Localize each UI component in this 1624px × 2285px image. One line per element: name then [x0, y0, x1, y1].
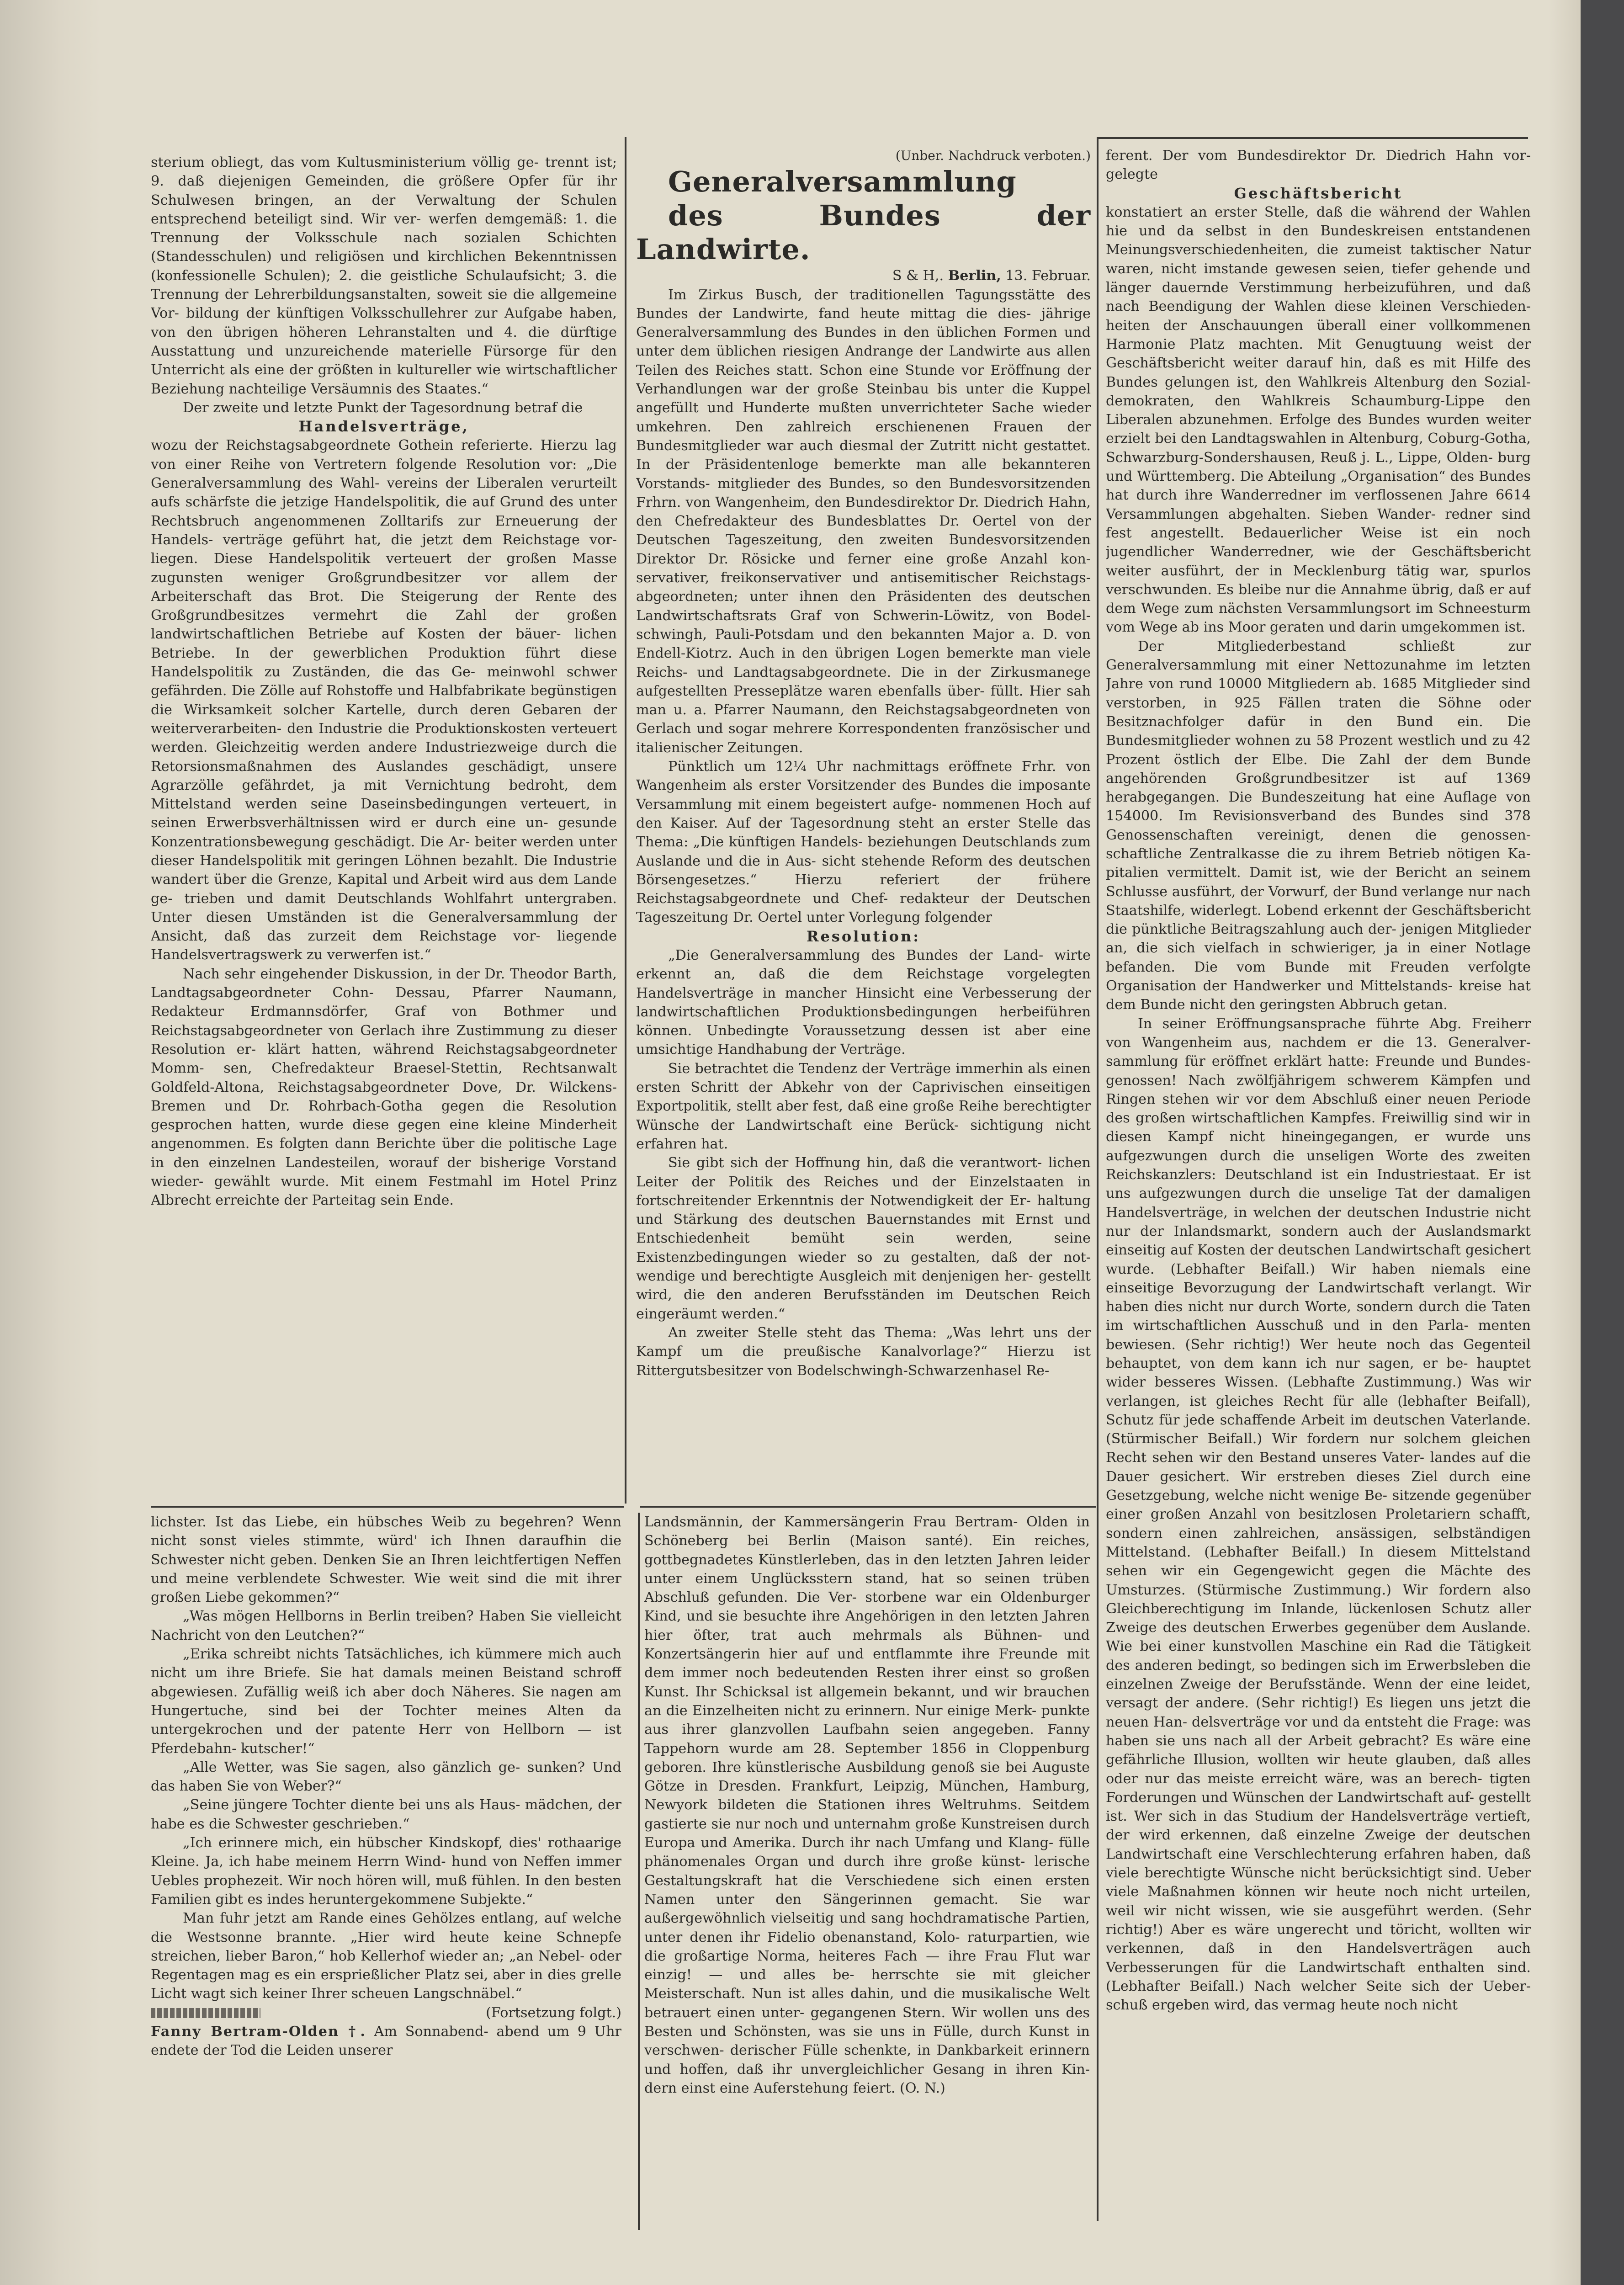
- obituary-text: Am Sonnabend- abend um 9 Uhr endete der Tod die Leiden unserer: [151, 2024, 621, 2059]
- obituary-name: Fanny Bertram-Olden †.: [151, 2024, 366, 2040]
- report-paragraph: konstatiert an erster Stelle, daß die während der Wahlen hie und da selbst in den Bundeskreisen entstandenen Meinungsverschiedenheiten, die zumeist taktischer Natur waren, nicht imstande gewesen seien, tiefer gehende und länger dauernde Verstimmung herbeizuführen, und daß nach Beendigung der Wahlen diese kleinen Verschieden- heiten der Anschauungen überall einer vollkommenen Harmonie Platz machten. Mit Genugtuung weist der Geschäftsbericht weiter darauf hin, daß es mit Hilfe des Bundes gelungen ist, den Wahlkreis Altenburg den Sozial- demokraten, den Wahlkreis Schaumburg-Lippe den Liberalen abzunehmen. Erfolge des Bundes wurden weiter erzielt bei den Landtagswahlen in Altenburg, Coburg-Gotha, Schwarzburg-Sondershausen, Reuß j. L., Lippe, Olden- burg und Württemberg. Die Abteilung „Organisation“ des Bundes hat durch ihre Wanderredner im verflossenen Jahre 6614 Versammlungen abgehalten. Sieben Wander- redner sind fest angestellt. Bedauerlicher Weise ist ein noch jugendlicher Wanderredner, wie der Geschäftsbericht weiter ausführt, der in Mecklenburg tätig war, spurlos verschwunden. Es bleibe nur die Annahme übrig, daß er auf dem Wege zum nächsten Versammlungsort im Schneesturm vom Wege ab ins Moor geraten und darin umgekommen ist.: [1106, 204, 1531, 636]
- report-paragraph: In seiner Eröffnungsansprache führte Abg. Freiherr von Wangenheim aus, nachdem er die 13. Generalver- sammlung für eröffnet erklärt hatte: Freunde und Bundes- genossen! Nach zwölfjährigem schwerem Kämpfen und Ringen stehen wir vor dem Abschluß einer neuen Periode des großen wirtschaftlichen Kampfes. Freiwillig sind wir in diesen Kampf nicht hineingegangen, er wurde uns aufgezwungen durch die unseligen Worte des zweiten Reichskanzlers: Deutschland ist ein Industriestaat. Er ist uns aufgezwungen durch die unselige Tat der damaligen Handelsverträge, in welchen der deutschen Industrie nicht nur der Inlandsmarkt, sondern auch der Auslandsmarkt einseitig auf Kosten der deutschen Landwirtschaft gesichert wurde. (Lebhafter Beifall.) Wir haben niemals eine einseitige Bevorzugung der Landwirtschaft verlangt. Wir haben dies nicht nur durch Worte, sondern durch die Taten im wirtschaftlichen Ausschuß und in den Parla- menten bewiesen. (Sehr richtig!) Wer heute noch das Gegenteil behauptet, von dem kann ich nur sagen, er be- hauptet wider besseres Wissen. (Lebhafte Zustimmung.) Was wir verlangen, ist gleiches Recht für alle (lebhafter Beifall), Schutz für jede schaffende Arbeit im deutschen Vaterlande. (Stürmischer Beifall.) Wir fordern nur solchem gleichen Recht sehen wir den Bestand unseres Vater- landes auf die Dauer gesichert. Wir erstreben dieses Ziel durch eine Gesetzgebung, welche nicht wenige Be- sitzende gegenüber einer großen Anzahl von besitzlosen Proletariern schafft, sondern einen zahlreichen, ansässigen, selbständigen Mittelstand. (Lebhafter Beifall.) In diesem Mittelstand sehen wir ein Gegengewicht gegen die Mächte des Umsturzes. (Stürmische Zustimmung.) Wir fordern also Gleichberechtigung im Inlande, lückenlosen Schutz aller Zweige des deutschen Erwerbes gegenüber dem Auslande. Wie bei einer kunstvollen Maschine ein Rad die Tätigkeit des anderen bedingt, so bedingen sich im Erwerbsleben die einzelnen Zweige der Berufsstände. Wenn der eine leidet, versagt der andere. (Sehr richtig!) Es liegen uns jetzt die neuen Han- delsverträge vor und da entsteht die Frage: was haben sie uns nach all der Arbeit gebracht? Es wäre eine gefährliche Illusion, wollten wir heute glauben, daß alles oder nur das meiste erreicht wäre, was an berech- tigten Forderungen und Wünschen der Landwirtschaft auf- gestellt ist. Wer sich in das Studium der Handelsverträge vertieft, der wird erkennen, daß einzelne Zweige der deutschen Landwirtschaft eine Verschlechterung erfahren haben, daß viele berechtigte Wünsche nicht berücksichtigt sind. Ueber viele Maßnahmen können wir heute noch nicht urteilen, weil wir nicht wissen, wie sie ausgeführt werden. (Sehr richtig!) Aber es wäre ungerecht und töricht, wollten wir verkennen, daß in den Handelsverträgen auch Verbesserungen für die Landwirtschaft enthalten sind. (Lebhafter Beifall.) Nach welcher Seite sich der Ueber- schuß ergeben wird, das vermag heute noch nicht: [1106, 1015, 1531, 2014]
- dateline-prefix: S & H,.: [892, 268, 944, 284]
- feuilleton-rule-left: [151, 1506, 624, 1508]
- left-article-paragraph: Der zweite und letzte Punkt der Tagesordnung betraf die: [183, 399, 583, 416]
- resolution-paragraph: Sie betrachtet die Tendenz der Verträge immerhin als einen ersten Schritt der Abkehr von der Caprivischen einseitigen Exportpolitik, stellt aber fest, daß eine große Reihe berechtigter Wünsche der Landwirtschaft eine Berück- sichtigung nicht erfahren hat.: [636, 1060, 1091, 1152]
- main-article-column: [636, 146, 1091, 1504]
- dateline-date: 13. Februar.: [1005, 268, 1091, 284]
- article-title-line1: Generalversammlung: [668, 165, 1017, 199]
- newspaper-page: [151, 137, 1535, 2230]
- left-article-paragraph: sterium obliegt, das vom Kultusministerium völlig ge- trennt ist; 9. daß diejenigen Gemeinden, die größere Opfer für ihr Schulwesen bringen, an der Verwaltung der Schulen entsprechend beteiligt sind. Wir ver- werfen demgemäß: 1. die Trennung der Volksschule nach sozialen Schichten (Standesschulen) und religiösen und kirchlichen Bekenntnissen (konfessionelle Schulen); 2. die geistliche Schulaufsicht; 3. die Trennung der Lehrerbildungsanstalten, soweit sie die allgemeine Vor- bildung der künftigen Volksschullehrer zur Aufgabe haben, von den übrigen höheren Lehranstalten und 4. die dürftige Ausstattung und unzureichende materielle Fürsorge für den Unterricht als eine der größten in kultureller wie wirtschaftlicher Beziehung nachteilige Versäumnis des Staates.“: [151, 154, 617, 397]
- report-heading: Geschäftsbericht: [1234, 184, 1403, 202]
- article-dateline: [636, 266, 1091, 285]
- dateline-city: Berlin,: [948, 268, 1001, 284]
- article-title-line2: des Bundes der Landwirte.: [636, 199, 1091, 266]
- feuilleton-paragraph: „Ich erinnere mich, ein hübscher Kindskopf, dies' rothaarige Kleine. Ja, ich habe meinem Herrn Wind- hund von Neffen immer Uebles prophezeit. Wir noch hören will, muß fühlen. In den besten Familien gibt es indes heruntergekommene Subjekte.“: [151, 1835, 621, 1908]
- obituary-start: [151, 2022, 621, 2060]
- resolution-paragraph: Sie gibt sich der Hoffnung hin, daß die verantwort- lichen Leiter der Politik des Reiches und der Einzelstaaten in fortschreitender Erkenntnis der Notwendigkeit der Er- haltung und Stärkung des deutschen Bauernstandes mit Ernst und Entschiedenheit bemüht sein werden, seine Existenzbedingungen wieder so zu gestalten, daß der not- wendige und berechtigte Ausgleich mit denjenigen her- gestellt wird, die den anderen Berufsständen im Deutschen Reich eingeräumt werden.“: [636, 1155, 1091, 1322]
- column-rule-1-lower: [638, 1513, 640, 2230]
- feuilleton-rule-middle: [640, 1506, 1096, 1508]
- feuilleton-paragraph: Man fuhr jetzt am Rande eines Gehölzes entlang, auf welche die Westsonne brannte. „Hier wird heute keine Schnepfe streichen, lieber Baron,“ hob Kellerhof wieder an; „an Nebel- oder Regentagen mag es ein ersprießlicher Platz sei, aber in dies grelle Licht wagt sich keiner Ihrer scheuen Langschnäbel.“: [151, 1910, 621, 2002]
- left-article-column: [151, 153, 617, 1501]
- resolution-paragraph: „Die Generalversammlung des Bundes der Land- wirte erkennt an, daß die dem Reichstage vorgelegten Handelsverträge in mancher Hinsicht eine Verbesserung der landwirtschaftlichen Produktionsbedingungen herbeiführen können. Unbedingte Voraussetzung dessen ist aber eine umsichtige Handhabung der Verträge.: [636, 947, 1091, 1058]
- feuilleton-paragraph: „Alle Wetter, was Sie sagen, also gänzlich ge- sunken? Und das haben Sie von Weber?“: [151, 1759, 621, 1795]
- resolution-heading: Resolution:: [806, 927, 921, 945]
- resolution-paragraph: An zweiter Stelle steht das Thema: „Was lehrt uns der Kampf um die preußische Kanalvorlage?“ Hierzu ist Rittergutsbesitzer von Bodelschwingh-Schwarzenhasel Re-: [636, 1324, 1091, 1379]
- feuilleton-paragraph: „Seine jüngere Tochter diente bei uns als Haus- mädchen, der habe es die Schwester geschrieben.“: [151, 1797, 621, 1832]
- report-paragraph: Der Mitgliederbestand schließt zur Generalversammlung mit einer Nettozunahme im letzten Jahre von rund 10000 Mitgliedern ab. 1685 Mitglieder sind verstorben, in 925 Fällen traten die Söhne oder Besitznachfolger dafür in den Bund ein. Die Bundesmitglieder wohnen zu 58 Prozent westlich und zu 42 Prozent östlich der Elbe. Die Zahl der dem Bunde angehörenden Großgrundbesitzer ist auf 1369 herabgegangen. Die Bundeszeitung hat eine Auflage von 154000. Im Revisionsverband des Bundes sind 378 Genossenschaften vereinigt, denen die genossen- schaftliche Zentralkasse die zu ihrem Betrieb nötigen Ka- pitalien vermittelt. Damit ist, wie der Bericht an seinem Schlusse ausführt, der Vorwurf, der Bund verlange nur nach Staatshilfe, widerlegt. Lobend erkennt der Geschäftsbericht die pünktliche Beitragszahlung auch der- jenigen Mitglieder an, die sich vielfach in schwieriger, ja in einer Notlage befanden. Die vom Bunde mit Freuden verfolgte Organisation der Handwerker und Mittelstands- kreise hat dem Bunde nicht den geringsten Abbruch getan.: [1106, 638, 1531, 1013]
- report-column: [1106, 146, 1531, 2221]
- scan-binding-edge: [1581, 0, 1624, 2285]
- scan-left-margin: [0, 0, 101, 2285]
- reprint-notice: (Unber. Nachdruck verboten.): [895, 148, 1091, 163]
- left-article-heading: Handelsverträge,: [298, 418, 469, 436]
- left-article-paragraph: Nach sehr eingehender Diskussion, in der Dr. Theodor Barth, Landtagsabgeordneter Cohn- Dessau, Pfarrer Naumann, Redakteur Erdmannsdörfer, Graf von Bothmer und Reichstagsabgeordneter von Gerlach ihre Zustimmung zu dieser Resolution er- klärt hatten, während Reichstagsabgeordneter Momm- sen, Chefredakteur Braesel-Stettin, Rechtsanwalt Goldfeld-Altona, Reichstagsabgeordneter Dove, Dr. Wilckens-Bremen und Dr. Rohrbach-Gotha gegen die Resolution gesprochen hatten, wurde diese gegen eine kleine Minderheit angenommen. Es folgten dann Berichte über die politische Lage in den einzelnen Landesteilen, worauf der bisherige Vorstand wieder- gewählt wurde. Mit einem Festmahl im Hotel Prinz Albrecht erreichte der Parteitag sein Ende.: [151, 966, 617, 1209]
- column-rule-1: [625, 137, 626, 1504]
- article-paragraph: Pünktlich um 12¼ Uhr nachmittags eröffnete Frhr. von Wangenheim als erster Vorsitzender des Bundes die imposante Versammlung mit einem begeistert aufge- nommenen Hoch auf den Kaiser. Auf der Tagesordnung steht an erster Stelle das Thema: „Die künftigen Handels- beziehungen Deutschlands zum Auslande und die in Aus- sicht stehende Reform des deutschen Börsengesetzes.“ Hierzu referiert der frühere Reichstagsabgeordnete und Chef- redakteur der Deutschen Tageszeitung Dr. Oertel unter Vorlegung folgender: [636, 759, 1091, 926]
- report-intro: ferent. Der vom Bundesdirektor Dr. Diedrich Hahn vor- gelegte: [1106, 148, 1531, 183]
- feuilleton-right-column: [644, 1513, 1090, 2230]
- obituary-continued: Landsmännin, der Kammersängerin Frau Bertram- Olden in Schöneberg bei Berlin (Maison santé). Ein reiches, gottbegnadetes Künstlerleben, das in den letzten Jahren leider unter einem Unglücksstern stand, hat so seinen trüben Abschluß gefunden. Die Ver- storbene war ein Oldenburger Kind, und sie besuchte ihre Angehörigen in den letzten Jahren hier öfter, trat auch mehrmals als Bühnen- und Konzertsängerin hier auf und entflammte ihre Freunde mit dem immer noch bedeutenden Resten ihrer einst so großen Kunst. Ihr Schicksal ist allgemein bekannt, und wir brauchen an die Einzelheiten nicht zu erinnern. Nur einige Merk- punkte aus ihrer glanzvollen Laufbahn seien angegeben. Fanny Tappehorn wurde am 28. September 1856 in Cloppenburg geboren. Ihre künstlerische Ausbildung genoß sie bei Auguste Götze in Dresden. Frankfurt, Leipzig, München, Hamburg, Newyork bildeten die Stationen ihres Weltruhms. Seitdem gastierte sie nur noch und unternahm große Kunstreisen durch Europa und Amerika. Durch ihr nach Umfang und Klang- fülle phänomenales Organ und durch ihre große künst- lerische Gestaltungskraft hat die Verschiedene sich einen ersten Namen unter den Sängerinnen gemacht. Sie war außergewöhnlich vielseitig und sang hochdramatische Partien, unter denen ihr Fidelio obenanstand, Kolo- raturpartien, wie die großartige Norma, heiteres Fach — ihre Frau Flut war einzig! — und alles be- herrschte sie mit gleicher Meisterschaft. Nun ist alles dahin, und die musikalische Welt betrauert einen unter- gegangenen Stern. Wir wollen uns des Besten und Schönsten, was sie uns in Fülle, durch Kunst in verschwen- derischer Fülle schenkte, in Dankbarkeit erinnern und hoffen, daß ihr unvergleichlicher Gesang in ihren Kin- dern einst eine Auferstehung feiert. (O. N.): [644, 1514, 1090, 2096]
- continuation-note: (Fortsetzung folgt.): [486, 2004, 621, 2021]
- feuilleton-left-column: [151, 1513, 621, 2230]
- ornament-band: [151, 2008, 260, 2018]
- feuilleton-paragraph: lichster. Ist das Liebe, ein hübsches Weib zu begehren? Wenn nicht sonst vieles stimmte, würd' ich Ihnen daraufhin die Schwester nicht geben. Denken Sie an Ihren leichtfertigen Neffen und meine verblendete Schwester. Wie weit sind die mit ihrer großen Liebe gekommen?“: [151, 1514, 621, 1606]
- article-paragraph: Im Zirkus Busch, der traditionellen Tagungsstätte des Bundes der Landwirte, fand heute mittag die dies- jährige Generalversammlung des Bundes in den üblichen Formen und unter dem üblichen riesigen Andrange der Landwirte aus allen Teilen des Reiches statt. Schon eine Stunde vor Eröffnung der Verhandlungen war der große Steinbau bis unter die Kuppel angefüllt und Hunderte mußten unverrichteter Sache wieder umkehren. Den zahlreich erschienenen Frauen der Bundesmitglieder war auch diesmal der Zutritt nicht gestattet. In der Präsidentenloge bemerkte man alle bekannteren Vorstands- mitglieder des Bundes, so den Bundesvorsitzenden Frhrn. von Wangenheim, den Bundesdirektor Dr. Diedrich Hahn, den Chefredakteur des Bundesblattes Dr. Oertel von der Deutschen Tageszeitung, den zweiten Bundesvorsitzenden Direktor Dr. Rösicke und ferner eine große Anzahl kon- servativer, freikonservativer und antisemitischer Reichstags- abgeordneten; unter ihnen den Präsidenten des deutschen Landwirtschaftsrats Graf von Schwerin-Löwitz, von Bodel- schwingh, Pauli-Potsdam und den bekannten Major a. D. von Endell-Kiotrz. Auch in den übrigen Logen bemerkte man viele Reichs- und Landtagsabgeordnete. Die in der Zirkusmanege aufgestellten Presseplätze waren ebenfalls über- füllt. Hier sah man u. a. Pfarrer Naumann, den Reichstagsabgeordneten von Gerlach und sogar mehrere Korrespondenten französischer und italienischer Zeitungen.: [636, 287, 1091, 756]
- continuation-line: [151, 2003, 621, 2022]
- column-rule-2: [1097, 137, 1099, 2221]
- column-head-rule: [1099, 137, 1528, 139]
- left-article-paragraph: wozu der Reichstagsabgeordnete Gothein referierte. Hierzu lag von einer Reihe von Vertretern folgende Resolution vor: „Die Generalversammlung des Wahl- vereins der Liberalen verurteilt aufs schärfste die jetzige Handelspolitik, die auf Grund des unter Rechtsbruch angenommenen Zolltarifs zur Erneuerung der Handels- verträge geführt hat, die jetzt dem Reichstage vor- liegen. Diese Handelspolitik verteuert der großen Masse zugunsten weniger Großgrundbesitzer vor allem der Arbeiterschaft das Brot. Die Steigerung der Rente des Großgrundbesitzes vermehrt die Zahl der großen landwirtschaftlichen Betriebe auf Kosten der bäuer- lichen Betriebe. In der gewerblichen Produktion führt diese Handelspolitik zu Zuständen, die das Ge- meinwohl schwer gefährden. Die Zölle auf Rohstoffe und Halbfabrikate begünstigen die Wirksamkeit solcher Kartelle, durch deren Gebaren der weiterverarbeiten- den Industrie die Produktionskosten verteuert werden. Gleichzeitig werden andere Industriezweige durch die Retorsionsmaßnahmen des Auslandes geschädigt, unsere Agrarzölle gefährdet, ja mit Vernichtung bedroht, dem Mittelstand werden seine Daseinsbedingungen verteuert, in seinen Erwerbsverhältnissen wird er durch eine un- gesunde Konzentrationsbewegung geschädigt. Die Ar- beiter werden unter dieser Handelspolitik mit geringen Löhnen bezahlt. Die Industrie wandert über die Grenze, Kapital und Arbeit wird aus dem Lande ge- trieben und damit Deutschlands Wohlfahrt untergraben. Unter diesen Umständen ist die Generalversammlung der Ansicht, daß das zurzeit dem Reichstage vor- liegende Handelsvertragswerk zu verwerfen ist.“: [151, 437, 617, 963]
- page-fold-shadow: [1549, 0, 1581, 2285]
- feuilleton-paragraph: „Was mögen Hellborns in Berlin treiben? Haben Sie vielleicht Nachricht von den Leutchen?“: [151, 1608, 621, 1643]
- feuilleton-paragraph: „Erika schreibt nichts Tatsächliches, ich kümmere mich auch nicht um ihre Briefe. Sie hat damals meinen Beistand schroff abgewiesen. Zufällig weiß ich aber doch Näheres. Sie nagen am Hungertuche, sind bei der Tochter meines Alten da untergekrochen und der patente Herr von Hellborn — ist Pferdebahn- kutscher!“: [151, 1646, 621, 1757]
